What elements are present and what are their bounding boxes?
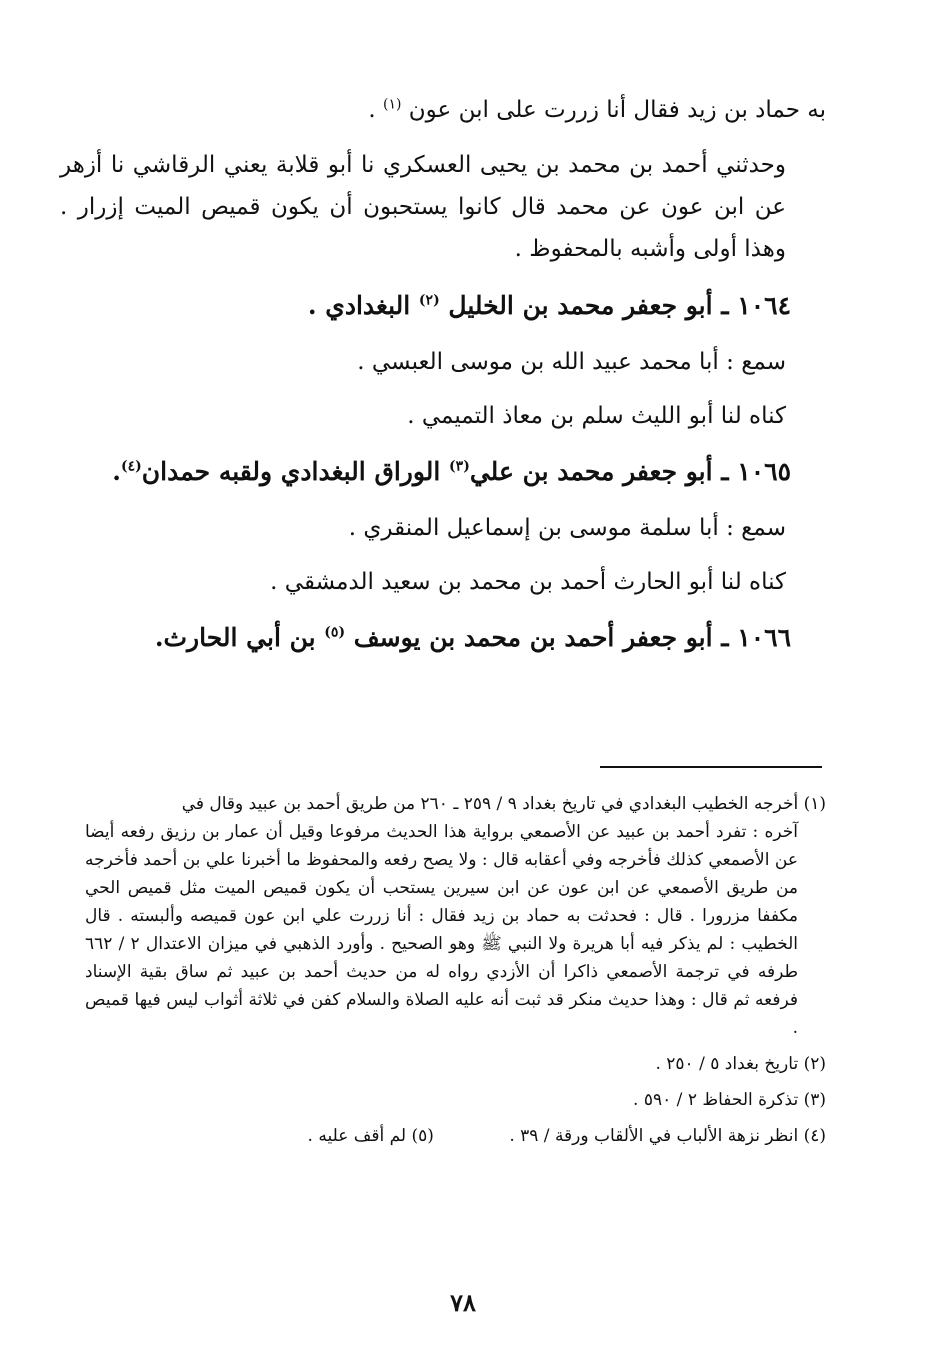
heading-text: الوراق البغدادي ولقبه حمدان [141, 457, 450, 486]
footnote-1 [85, 790, 826, 1042]
footnotes-4-5 [85, 1122, 826, 1150]
heading-text: ١٠٦٦ ـ أبو جعفر أحمد بن محمد بن يوسف [353, 623, 791, 652]
footnote-divider [600, 766, 822, 768]
entry-heading-1064 [60, 284, 826, 328]
entry-line: سمع : أبا سلمة موسى بن إسماعيل المنقري . [348, 515, 786, 541]
footnote-ref: (١) [383, 96, 402, 113]
entry-line: سمع : أبا محمد عبيد الله بن موسى العبسي . [357, 349, 786, 375]
footnote-3: (٣) تذكرة الحفاظ ٢ / ٥٩٠ . [633, 1090, 826, 1110]
heading-text: ١٠٦٤ ـ أبو جعفر محمد بن الخليل [448, 291, 791, 320]
footnote-ref: (٥) [324, 624, 346, 641]
intro-end: . [368, 97, 383, 123]
footnote-5: (٥) لم أقف عليه . [307, 1126, 434, 1146]
main-text [60, 90, 826, 660]
paragraph: وحدثني أحمد بن محمد بن يحيى العسكري نا أبو قلابة يعني الرقاشي نا أزهر عن ابن عون عن محمد قال كانوا يستحبون أن يكون قميص الميت إزرار . وهذا أولى وأشبه بالمحفوظ . [60, 152, 786, 262]
heading-text: . [112, 457, 121, 486]
footnote-ref: (٣) [449, 458, 470, 475]
footnote-4: (٤) انظر نزهة الألباب في الألقاب ورقة / ٣٩ . [509, 1126, 826, 1146]
intro-line [60, 90, 826, 130]
footnote-ref: (٢) [418, 292, 440, 309]
footnotes [85, 790, 826, 1150]
heading-text: ١٠٦٥ ـ أبو جعفر محمد بن علي [469, 457, 791, 486]
entry-line: كناه لنا أبو الحارث أحمد بن محمد بن سعيد الدمشقي . [270, 569, 786, 595]
intro-text: به حماد بن زيد فقال أنا زررت على ابن عون [408, 97, 826, 123]
entry-heading-1065 [60, 450, 826, 494]
heading-text: البغدادي . [307, 291, 419, 320]
entry-heading-1066 [60, 616, 826, 660]
footnote-1-body: آخره : تفرد أحمد بن عبيد عن الأصمعي برواية هذا الحديث مرفوعا وقيل أن عمار بن رزيق رفعه أيضا عن الأصمعي كذلك فأخرجه وفي أعقابه قال : ولا يصح رفعه والمحفوظ ما أخبرنا علي بن أحمد فأخرجه من طريق الأصمعي عن ابن عون عن ابن سيرين يستحب أن يكون قميص الميت مثل قميص الحي مكففا مزرورا . قال : فحدثت به حماد بن زيد فقال : أنا زررت علي ابن عون قميصه وألبسته . قال الخطيب : لم يذكر فيه أبا هريرة ولا النبي ﷺ وهو الصحيح . وأورد الذهبي في ميزان الاعتدال ٢ / ٦٦٢ طرفه في ترجمة الأصمعي ذاكرا أن الأزدي رواه له من حديث أحمد بن عبيد ثم ساق بقية الإسناد فرفعه ثم قال : وهذا حديث منكر قد ثبت أنه عليه الصلاة والسلام كفن في ثلاثة أثواب ليس فيها قميص . [85, 822, 798, 1038]
page-number: ٧٨ [450, 1288, 476, 1317]
footnote-1-first-line: (١) أخرجه الخطيب البغدادي في تاريخ بغداد ٩ / ٢٥٩ ـ ٢٦٠ من طريق أحمد بن عبيد وقال في [181, 794, 826, 814]
entry-line: كناه لنا أبو الليث سلم بن معاذ التميمي . [407, 403, 786, 429]
footnote-ref: (٤) [121, 458, 142, 475]
footnote-2: (٢) تاريخ بغداد ٥ / ٢٥٠ . [655, 1054, 826, 1074]
heading-text: بن أبي الحارث. [154, 623, 325, 652]
